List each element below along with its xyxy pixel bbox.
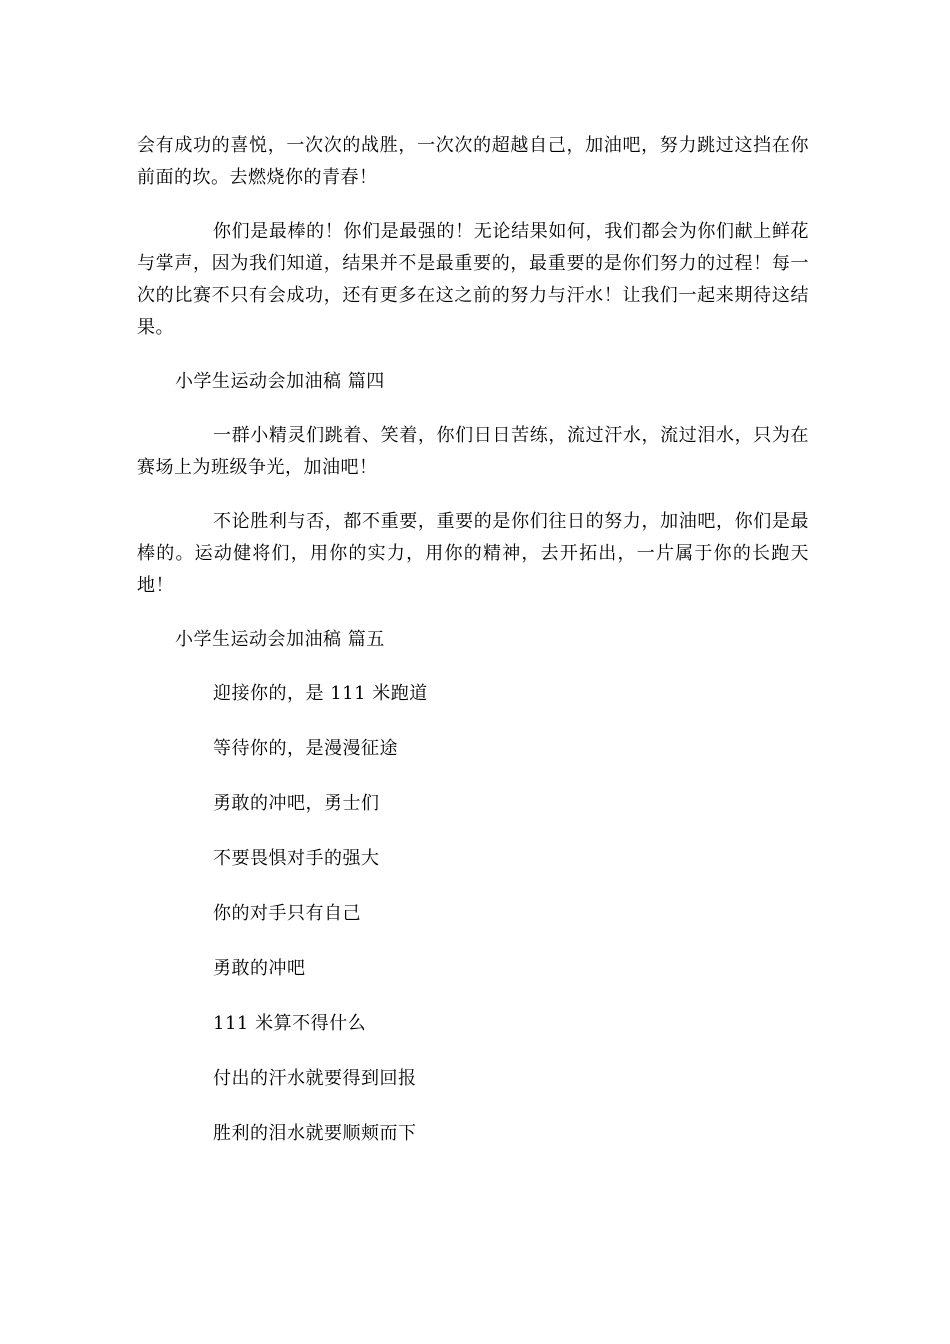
poem-line: 勇敢的冲吧	[213, 958, 306, 979]
document-page	[137, 130, 809, 1150]
paragraph-3: 一群小精灵们跳着、笑着，你们日日苦练，流过汗水，流过泪水，只为在赛场上为班级争光，加油吧！	[137, 425, 809, 478]
section-heading-5: 小学生运动会加油稿 篇五	[175, 629, 385, 650]
poem-line: 付出的汗水就要得到回报	[213, 1068, 417, 1089]
poem-line: 111 米算不得什么	[213, 1013, 367, 1034]
poem	[137, 678, 809, 1150]
poem-line: 等待你的，是漫漫征途	[213, 738, 398, 759]
poem-line: 勇敢的冲吧，勇士们	[213, 793, 380, 814]
poem-line: 不要畏惧对手的强大	[213, 848, 380, 869]
poem-line: 胜利的泪水就要顺颊而下	[213, 1123, 417, 1144]
paragraph-1: 会有成功的喜悦，一次次的战胜，一次次的超越自己，加油吧，努力跳过这挡在你前面的坎。去燃烧你的青春！	[137, 135, 809, 188]
section-heading-4: 小学生运动会加油稿 篇四	[175, 371, 385, 392]
poem-line: 迎接你的，是 111 米跑道	[213, 683, 428, 704]
paragraph-2: 你们是最棒的！你们是最强的！无论结果如何，我们都会为你们献上鲜花与掌声，因为我们知道，结果并不是最重要的，最重要的是你们努力的过程！每一次的比赛不只有会成功，还有更多在这之前的努力与汗水！让我们一起来期待这结果。	[137, 221, 809, 338]
paragraph-4: 不论胜利与否，都不重要，重要的是你们往日的努力，加油吧，你们是最棒的。运动健将们，用你的实力，用你的精神，去开拓出，一片属于你的长跑天地！	[137, 511, 809, 596]
poem-line: 你的对手只有自己	[213, 903, 361, 924]
